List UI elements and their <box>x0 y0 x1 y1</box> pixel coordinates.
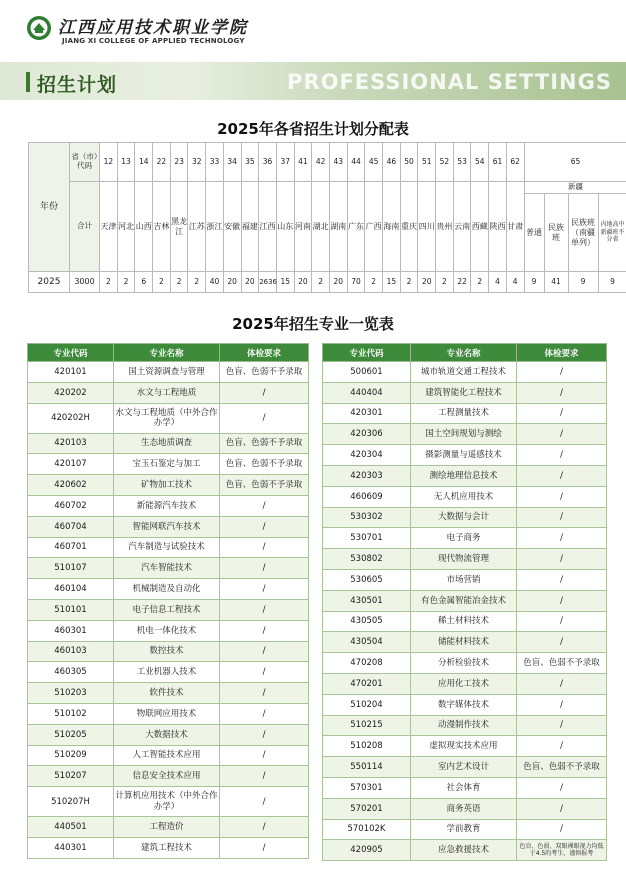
major-code: 420602 <box>28 475 114 496</box>
province-code: 62 <box>506 143 524 182</box>
province-code: 41 <box>294 143 312 182</box>
major-code: 570102K <box>323 819 411 840</box>
major-row <box>323 673 607 694</box>
total-value: 3000 <box>70 272 100 293</box>
major-code: 530701 <box>323 528 411 549</box>
major-name: 建筑智能化工程技术 <box>411 382 517 403</box>
major-requirement: / <box>517 528 607 549</box>
province-code: 50 <box>400 143 418 182</box>
province-name: 广西 <box>365 182 383 272</box>
province-code: 45 <box>365 143 383 182</box>
major-name: 数字媒体技术 <box>411 694 517 715</box>
major-requirement: / <box>517 798 607 819</box>
major-code: 420202H <box>28 403 114 433</box>
major-code: 470208 <box>323 653 411 674</box>
major-name: 学前教育 <box>411 819 517 840</box>
major-row <box>28 817 309 838</box>
major-row <box>323 590 607 611</box>
major-name: 应用化工技术 <box>411 673 517 694</box>
major-requirement: 色盲、色弱不予录取 <box>220 362 309 383</box>
major-code: 530302 <box>323 507 411 528</box>
major-requirement: 色盲、色弱不予录取 <box>517 757 607 778</box>
major-requirement: / <box>220 745 309 766</box>
province-name: 河北 <box>117 182 135 272</box>
code-label: 省（市）代码 <box>70 143 100 182</box>
province-value: 70 <box>347 272 365 293</box>
major-requirement: / <box>517 694 607 715</box>
major-row <box>323 798 607 819</box>
major-requirement: 色盲、色弱不予录取 <box>220 433 309 454</box>
major-requirement: / <box>220 837 309 858</box>
major-code: 420202 <box>28 382 114 403</box>
major-row <box>28 558 309 579</box>
major-requirement: / <box>517 445 607 466</box>
major-row <box>323 736 607 757</box>
major-name: 摄影测量与遥感技术 <box>411 445 517 466</box>
page-header <box>0 0 626 58</box>
major-name: 电子商务 <box>411 528 517 549</box>
province-value: 20 <box>294 272 312 293</box>
major-name: 电子信息工程技术 <box>114 599 220 620</box>
major-row <box>323 528 607 549</box>
province-code: 35 <box>241 143 259 182</box>
major-row <box>323 715 607 736</box>
major-row <box>28 382 309 403</box>
major-code: 460301 <box>28 620 114 641</box>
major-code: 510215 <box>323 715 411 736</box>
major-name: 人工智能技术应用 <box>114 745 220 766</box>
major-name: 汽车智能技术 <box>114 558 220 579</box>
majors-header-row <box>28 344 309 362</box>
province-code: 33 <box>206 143 224 182</box>
major-requirement: / <box>517 611 607 632</box>
major-row <box>28 403 309 433</box>
major-name: 城市轨道交通工程技术 <box>411 362 517 383</box>
major-row <box>28 724 309 745</box>
major-name: 现代物流管理 <box>411 549 517 570</box>
major-name: 工业机器人技术 <box>114 662 220 683</box>
year-label: 年份 <box>29 143 70 272</box>
major-requirement: / <box>220 766 309 787</box>
xinjiang-label: 新疆 <box>524 182 626 194</box>
major-code: 420103 <box>28 433 114 454</box>
province-table-title: 2025年各省招生计划分配表 <box>217 120 409 138</box>
major-name: 市场营销 <box>411 569 517 590</box>
major-row <box>323 486 607 507</box>
province-code: 22 <box>153 143 171 182</box>
major-code: 460609 <box>323 486 411 507</box>
xinjiang-col: 民族班（南疆单列） <box>568 194 598 272</box>
majors-header-row <box>323 344 607 362</box>
province-code: 53 <box>453 143 471 182</box>
major-row <box>323 465 607 486</box>
major-row <box>28 579 309 600</box>
major-code: 420905 <box>323 840 411 861</box>
major-name: 计算机应用技术（中外合作办学） <box>114 787 220 817</box>
major-name: 社会体育 <box>411 777 517 798</box>
major-requirement: / <box>220 537 309 558</box>
province-value: 2 <box>117 272 135 293</box>
province-code-row <box>29 143 626 182</box>
section-title-en: PROFESSIONAL SETTINGS <box>287 70 612 94</box>
major-name: 室内艺术设计 <box>411 757 517 778</box>
major-code: 460704 <box>28 516 114 537</box>
province-value: 20 <box>418 272 436 293</box>
major-code: 510102 <box>28 703 114 724</box>
province-code: 61 <box>489 143 507 182</box>
major-row <box>28 516 309 537</box>
major-requirement: / <box>220 703 309 724</box>
major-row <box>323 840 607 861</box>
major-row <box>323 569 607 590</box>
province-code: 46 <box>383 143 401 182</box>
province-code: 43 <box>329 143 347 182</box>
major-row <box>323 507 607 528</box>
major-row <box>28 703 309 724</box>
province-name: 福建 <box>241 182 259 272</box>
province-value: 15 <box>383 272 401 293</box>
major-code: 420303 <box>323 465 411 486</box>
col-header-code: 专业代码 <box>323 344 411 362</box>
province-value: 4 <box>506 272 524 293</box>
major-requirement: / <box>220 724 309 745</box>
majors-table-title: 2025年招生专业一览表 <box>232 315 394 333</box>
major-name: 生态地质调查 <box>114 433 220 454</box>
col-header-req: 体检要求 <box>517 344 607 362</box>
province-name: 河南 <box>294 182 312 272</box>
province-value: 20 <box>329 272 347 293</box>
major-name: 有色金属智能冶金技术 <box>411 590 517 611</box>
major-requirement: / <box>517 777 607 798</box>
province-code: 14 <box>135 143 153 182</box>
major-requirement: / <box>517 569 607 590</box>
major-requirement: / <box>220 579 309 600</box>
major-code: 530802 <box>323 549 411 570</box>
major-requirement: 色盲、色弱不予录取 <box>220 475 309 496</box>
major-code: 430505 <box>323 611 411 632</box>
major-code: 440501 <box>28 817 114 838</box>
major-requirement: / <box>517 507 607 528</box>
major-code: 460104 <box>28 579 114 600</box>
province-name: 江西 <box>259 182 277 272</box>
major-row <box>323 694 607 715</box>
major-name: 建筑工程技术 <box>114 837 220 858</box>
col-header-name: 专业名称 <box>411 344 517 362</box>
major-row <box>28 766 309 787</box>
majors-table-right <box>322 343 607 861</box>
major-requirement: / <box>517 382 607 403</box>
major-name: 应急救援技术 <box>411 840 517 861</box>
major-requirement: / <box>517 362 607 383</box>
major-row <box>323 382 607 403</box>
major-requirement: / <box>220 558 309 579</box>
major-row <box>28 662 309 683</box>
major-code: 420301 <box>323 403 411 424</box>
major-code: 430501 <box>323 590 411 611</box>
major-code: 420306 <box>323 424 411 445</box>
major-row <box>323 632 607 653</box>
major-code: 510203 <box>28 683 114 704</box>
province-name: 重庆 <box>400 182 418 272</box>
major-code: 470201 <box>323 673 411 694</box>
xinjiang-value: 9 <box>524 272 544 293</box>
province-code: 13 <box>117 143 135 182</box>
major-requirement: 色盲、色弱不予录取 <box>517 653 607 674</box>
school-logo-icon <box>26 15 52 41</box>
province-value: 2 <box>312 272 330 293</box>
province-name: 陕西 <box>489 182 507 272</box>
province-value: 2 <box>100 272 118 293</box>
major-code: 530605 <box>323 569 411 590</box>
col-header-code: 专业代码 <box>28 344 114 362</box>
major-requirement: / <box>220 683 309 704</box>
col-header-name: 专业名称 <box>114 344 220 362</box>
province-value: 2 <box>471 272 489 293</box>
major-requirement: 色盲、色弱不予录取 <box>220 454 309 475</box>
major-row <box>28 787 309 817</box>
major-requirement: / <box>220 382 309 403</box>
major-code: 510207 <box>28 766 114 787</box>
province-name: 黑龙江 <box>170 182 188 272</box>
major-row <box>28 620 309 641</box>
year-value: 2025 <box>29 272 70 293</box>
province-value: 4 <box>489 272 507 293</box>
major-code: 510205 <box>28 724 114 745</box>
major-row <box>28 495 309 516</box>
major-code: 420107 <box>28 454 114 475</box>
major-row <box>28 475 309 496</box>
province-value: 40 <box>206 272 224 293</box>
major-requirement: / <box>517 715 607 736</box>
province-name: 山西 <box>135 182 153 272</box>
major-name: 汽车制造与试验技术 <box>114 537 220 558</box>
province-name: 海南 <box>383 182 401 272</box>
major-row <box>28 683 309 704</box>
major-requirement: / <box>220 495 309 516</box>
major-row <box>28 537 309 558</box>
plan-data-row <box>29 272 626 293</box>
major-code: 460103 <box>28 641 114 662</box>
major-name: 物联网应用技术 <box>114 703 220 724</box>
major-requirement: / <box>220 599 309 620</box>
province-code: 12 <box>100 143 118 182</box>
major-row <box>323 653 607 674</box>
major-row <box>323 445 607 466</box>
major-name: 国土空间规划与测绘 <box>411 424 517 445</box>
major-code: 420304 <box>323 445 411 466</box>
major-name: 水文与工程地质 <box>114 382 220 403</box>
xinjiang-col: 内地高中新疆班不分省 <box>598 194 626 272</box>
province-value: 2 <box>170 272 188 293</box>
province-value: 20 <box>241 272 259 293</box>
major-row <box>28 454 309 475</box>
major-row <box>323 777 607 798</box>
province-value: 22 <box>453 272 471 293</box>
major-requirement: / <box>517 403 607 424</box>
major-row <box>28 837 309 858</box>
major-requirement: / <box>220 817 309 838</box>
major-code: 510208 <box>323 736 411 757</box>
major-name: 商务英语 <box>411 798 517 819</box>
province-code: 36 <box>259 143 277 182</box>
province-name: 安徽 <box>223 182 241 272</box>
major-row <box>28 362 309 383</box>
school-name-en: JIANG XI COLLEGE OF APPLIED TECHNOLOGY <box>62 37 245 45</box>
major-code: 440301 <box>28 837 114 858</box>
major-row <box>323 757 607 778</box>
major-name: 机械制造及自动化 <box>114 579 220 600</box>
total-label: 合计 <box>70 182 100 272</box>
major-code: 570301 <box>323 777 411 798</box>
xinjiang-value: 9 <box>598 272 626 293</box>
major-code: 420101 <box>28 362 114 383</box>
major-name: 分析检验技术 <box>411 653 517 674</box>
major-requirement: / <box>220 516 309 537</box>
xinjiang-value: 9 <box>568 272 598 293</box>
major-name: 水文与工程地质（中外合作办学） <box>114 403 220 433</box>
major-requirement: / <box>220 641 309 662</box>
major-row <box>323 819 607 840</box>
major-requirement: / <box>517 632 607 653</box>
col-header-req: 体检要求 <box>220 344 309 362</box>
province-name: 浙江 <box>206 182 224 272</box>
province-value: 2 <box>365 272 383 293</box>
major-row <box>28 641 309 662</box>
major-name: 测绘地理信息技术 <box>411 465 517 486</box>
major-name: 宝玉石鉴定与加工 <box>114 454 220 475</box>
major-row <box>323 403 607 424</box>
xinjiang-col: 普通 <box>524 194 544 272</box>
province-value: 20 <box>223 272 241 293</box>
major-name: 智能网联汽车技术 <box>114 516 220 537</box>
province-code: 42 <box>312 143 330 182</box>
xinjiang-code: 65 <box>524 143 626 182</box>
major-name: 矿物加工技术 <box>114 475 220 496</box>
major-name: 工程测量技术 <box>411 403 517 424</box>
major-requirement: / <box>517 424 607 445</box>
major-name: 新能源汽车技术 <box>114 495 220 516</box>
major-name: 虚拟现实技术应用 <box>411 736 517 757</box>
province-plan-table <box>28 142 626 293</box>
major-name: 机电一体化技术 <box>114 620 220 641</box>
major-row <box>323 362 607 383</box>
major-name: 稀土材料技术 <box>411 611 517 632</box>
major-name: 大数据与会计 <box>411 507 517 528</box>
major-row <box>323 611 607 632</box>
major-name: 信息安全技术应用 <box>114 766 220 787</box>
major-code: 510101 <box>28 599 114 620</box>
major-code: 460305 <box>28 662 114 683</box>
province-value: 6 <box>135 272 153 293</box>
major-code: 460701 <box>28 537 114 558</box>
major-code: 440404 <box>323 382 411 403</box>
province-value: 2 <box>400 272 418 293</box>
province-value: 2 <box>153 272 171 293</box>
province-name: 西藏 <box>471 182 489 272</box>
province-name: 广东 <box>347 182 365 272</box>
province-name: 四川 <box>418 182 436 272</box>
province-code: 54 <box>471 143 489 182</box>
major-requirement: / <box>517 465 607 486</box>
major-requirement: / <box>220 662 309 683</box>
province-name: 山东 <box>276 182 294 272</box>
province-name: 天津 <box>100 182 118 272</box>
province-name: 贵州 <box>436 182 454 272</box>
major-code: 510204 <box>323 694 411 715</box>
major-requirement: / <box>517 819 607 840</box>
major-requirement: 色盲、色弱、双眼裸眼视力均低于4.5的考生，谨慎报考 <box>517 840 607 861</box>
xinjiang-value: 41 <box>544 272 568 293</box>
major-code: 550114 <box>323 757 411 778</box>
major-requirement: / <box>517 590 607 611</box>
major-name: 软件技术 <box>114 683 220 704</box>
majors-table-left <box>27 343 309 859</box>
major-row <box>28 745 309 766</box>
province-value: 15 <box>276 272 294 293</box>
major-name: 国土资源调查与管理 <box>114 362 220 383</box>
province-code: 23 <box>170 143 188 182</box>
major-code: 510209 <box>28 745 114 766</box>
banner-accent-bar <box>26 72 30 92</box>
province-value: 2 <box>188 272 206 293</box>
province-name: 甘肃 <box>506 182 524 272</box>
major-requirement: / <box>517 486 607 507</box>
province-code: 32 <box>188 143 206 182</box>
major-requirement: / <box>220 787 309 817</box>
major-requirement: / <box>220 620 309 641</box>
province-code: 34 <box>223 143 241 182</box>
major-code: 430504 <box>323 632 411 653</box>
province-name: 吉林 <box>153 182 171 272</box>
province-code: 37 <box>276 143 294 182</box>
major-name: 大数据技术 <box>114 724 220 745</box>
major-row <box>28 599 309 620</box>
xinjiang-label-row <box>29 182 626 194</box>
major-name: 动漫制作技术 <box>411 715 517 736</box>
major-row <box>28 433 309 454</box>
major-code: 510207H <box>28 787 114 817</box>
section-title: 招生计划 <box>37 74 118 96</box>
major-code: 570201 <box>323 798 411 819</box>
province-name: 云南 <box>453 182 471 272</box>
major-name: 数控技术 <box>114 641 220 662</box>
school-name-cn: 江西应用技术职业学院 <box>58 18 248 38</box>
major-requirement: / <box>517 549 607 570</box>
province-code: 52 <box>436 143 454 182</box>
province-name: 湖北 <box>312 182 330 272</box>
xinjiang-col: 民族班 <box>544 194 568 272</box>
major-code: 460702 <box>28 495 114 516</box>
major-name: 工程造价 <box>114 817 220 838</box>
major-code: 510107 <box>28 558 114 579</box>
major-name: 储能材料技术 <box>411 632 517 653</box>
province-code: 44 <box>347 143 365 182</box>
major-requirement: / <box>220 403 309 433</box>
province-value: 2 <box>436 272 454 293</box>
province-name: 江苏 <box>188 182 206 272</box>
major-name: 无人机应用技术 <box>411 486 517 507</box>
major-requirement: / <box>517 673 607 694</box>
province-code: 51 <box>418 143 436 182</box>
major-code: 500601 <box>323 362 411 383</box>
province-value: 2636 <box>259 272 277 293</box>
major-row <box>323 424 607 445</box>
province-name: 湖南 <box>329 182 347 272</box>
section-banner <box>0 62 626 100</box>
major-requirement: / <box>517 736 607 757</box>
major-row <box>323 549 607 570</box>
